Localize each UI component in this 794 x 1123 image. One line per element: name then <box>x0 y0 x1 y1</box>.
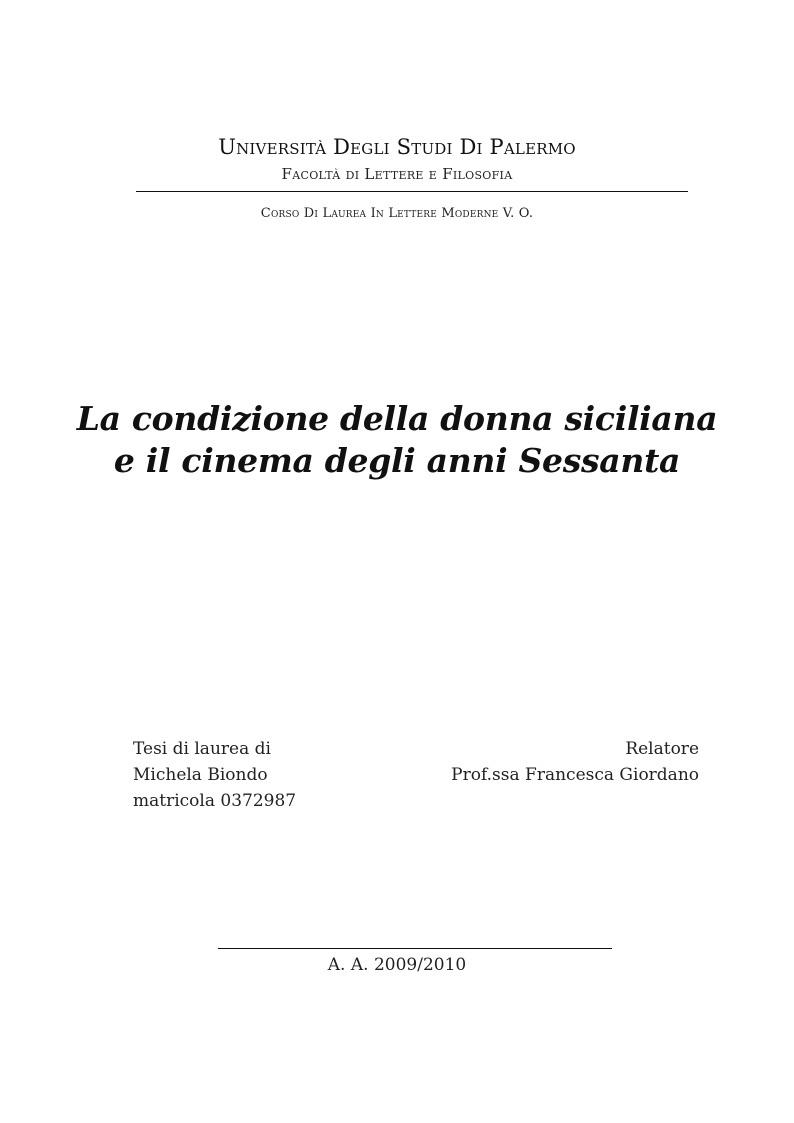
footer-divider <box>218 948 612 949</box>
student-id: matricola 0372987 <box>133 791 297 811</box>
thesis-title-line-1: La condizione della donna siciliana <box>76 399 718 438</box>
author-label: Tesi di laurea di <box>133 739 271 759</box>
faculty-name: Facoltà di Lettere e Filosofia <box>281 165 513 183</box>
header-divider <box>136 191 688 192</box>
supervisor-label: Relatore <box>625 739 699 759</box>
thesis-title <box>0 398 794 482</box>
supervisor-name: Prof.ssa Francesca Giordano <box>451 765 699 785</box>
university-name: Università Degli Studi Di Palermo <box>218 135 576 159</box>
thesis-title-line-2: e il cinema degli anni Sessanta <box>113 441 681 480</box>
author-block <box>133 736 296 814</box>
course-name: Corso Di Laurea In Lettere Moderne V. O. <box>260 206 534 221</box>
academic-year: A. A. 2009/2010 <box>327 955 467 975</box>
supervisor-block <box>451 736 699 788</box>
author-name: Michela Biondo <box>133 765 268 785</box>
